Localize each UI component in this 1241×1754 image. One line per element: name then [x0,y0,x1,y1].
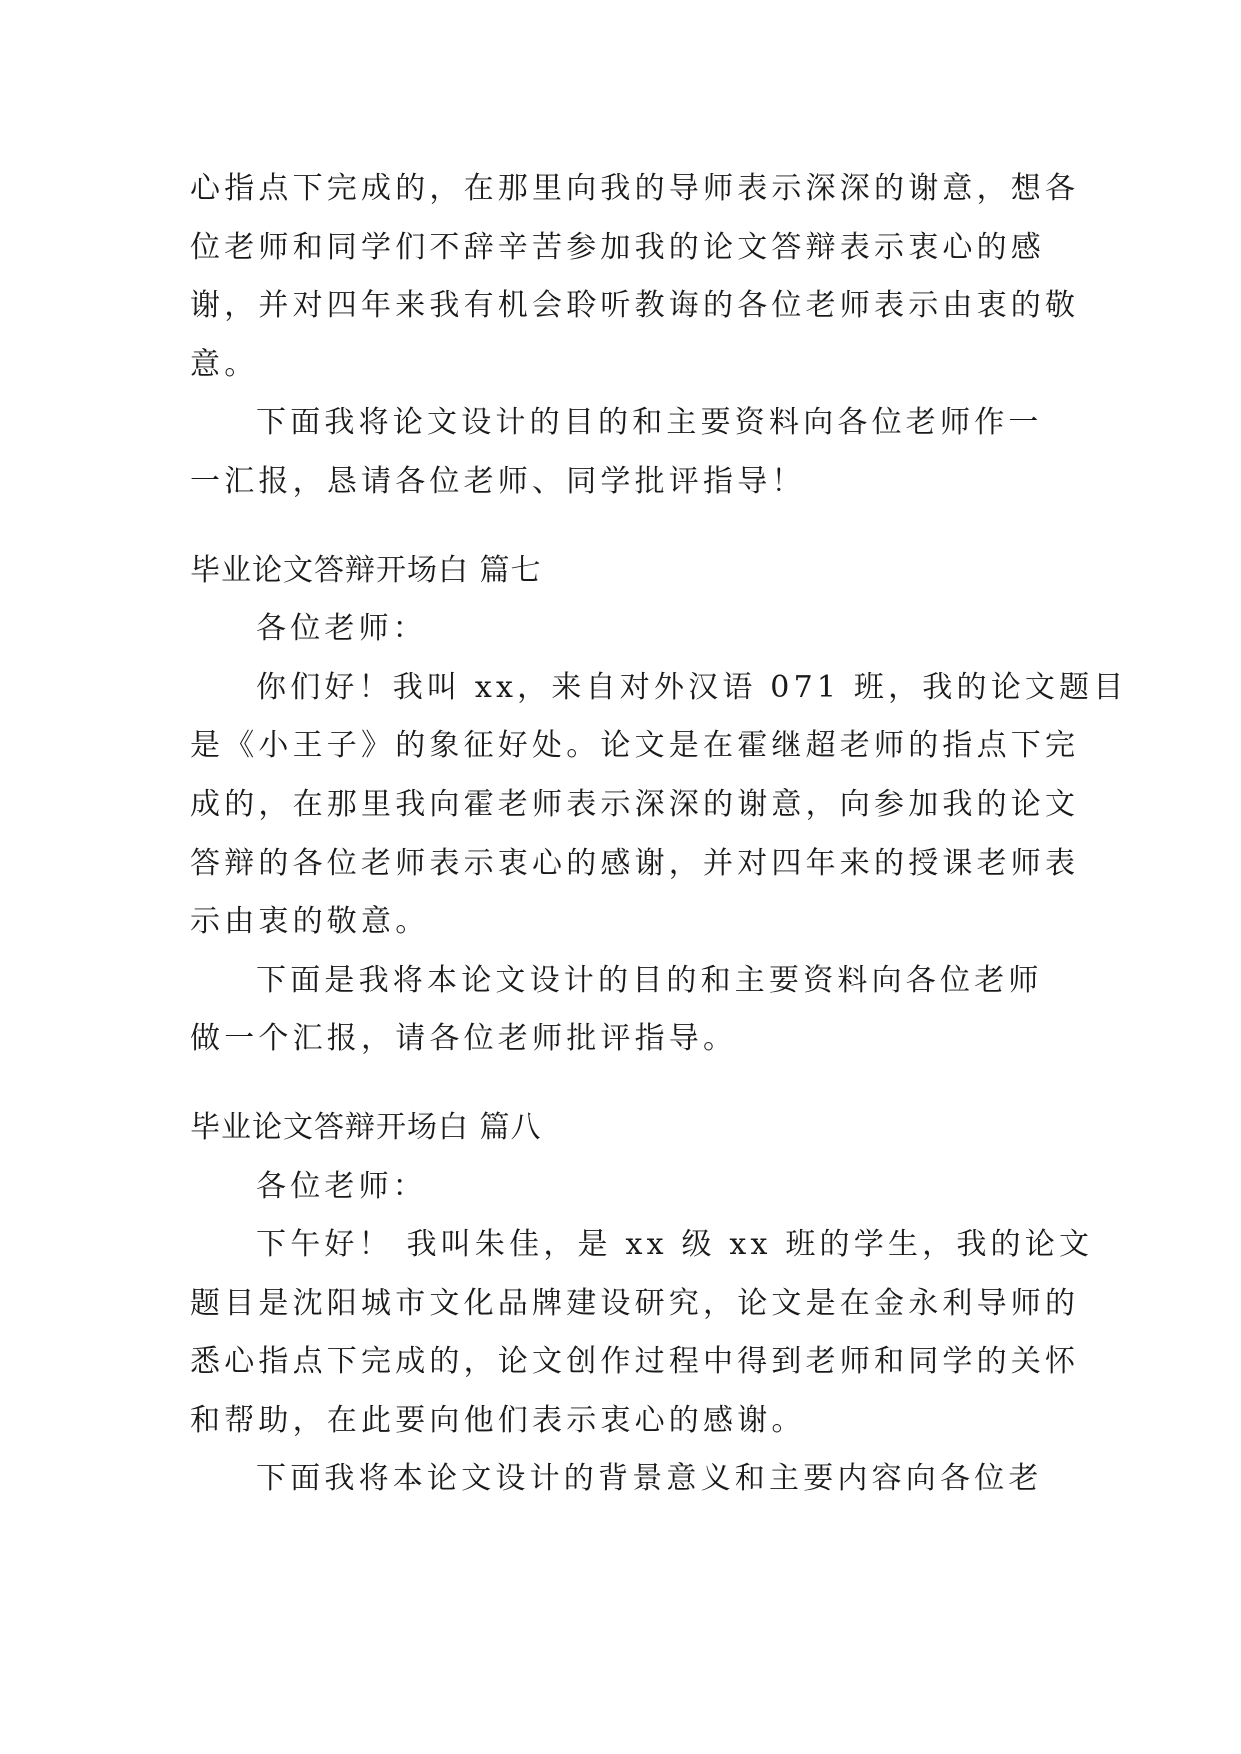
text-line: 位老师和同学们不辞辛苦参加我的论文答辩表示衷心的感 [190,229,1045,265]
paragraph [190,659,1128,952]
text-line: 是《小王子》的象征好处。论文是在霍继超老师的指点下完 [190,728,1080,764]
text-line: 下面是我将本论文设计的目的和主要资料向各位老师 [256,962,1043,998]
text-line: 意。 [190,346,259,382]
text-line: 做一个汇报，请各位老师批评指导。 [190,1021,738,1057]
text-line: 悉心指点下完成的，论文创作过程中得到老师和同学的关怀 [190,1344,1080,1380]
paragraph [190,1450,1052,1509]
paragraph [190,394,1052,511]
paragraph [190,1216,1094,1450]
text-line: 你们好！我叫 xx，来自对外汉语 071 班，我的论文题目 [256,669,1128,705]
text-line: 下午好！ 我叫朱佳，是 xx 级 xx 班的学生，我的论文 [256,1227,1094,1263]
section-8 [190,1099,1094,1509]
text-line: 成的，在那里我向霍老师表示深深的谢意，向参加我的论文 [190,786,1080,822]
text-line: 谢，并对四年来我有机会聆听教诲的各位老师表示由衷的敬 [190,288,1080,324]
text-line: 下面我将本论文设计的背景意义和主要内容向各位老 [256,1461,1043,1497]
document-page [190,160,1128,1509]
paragraph-continued [190,160,1080,394]
paragraph [190,952,1052,1069]
section-heading: 毕业论文答辩开场白 篇七 [190,552,542,588]
text-line: 下面我将论文设计的目的和主要资料向各位老师作一 [256,405,1043,441]
text-line: 一汇报，恳请各位老师、同学批评指导！ [190,463,806,499]
salutation: 各位老师： [256,1168,427,1204]
text-line: 心指点下完成的，在那里向我的导师表示深深的谢意，想各 [190,171,1080,206]
section-heading: 毕业论文答辩开场白 篇八 [190,1109,542,1145]
salutation: 各位老师： [256,611,427,647]
text-line: 答辩的各位老师表示衷心的感谢，并对四年来的授课老师表 [190,845,1080,881]
section-7 [190,542,1128,1069]
text-line: 和帮助，在此要向他们表示衷心的感谢。 [190,1402,806,1438]
text-line: 题目是沈阳城市文化品牌建设研究，论文是在金永利导师的 [190,1285,1080,1321]
text-line: 示由衷的敬意。 [190,904,430,940]
